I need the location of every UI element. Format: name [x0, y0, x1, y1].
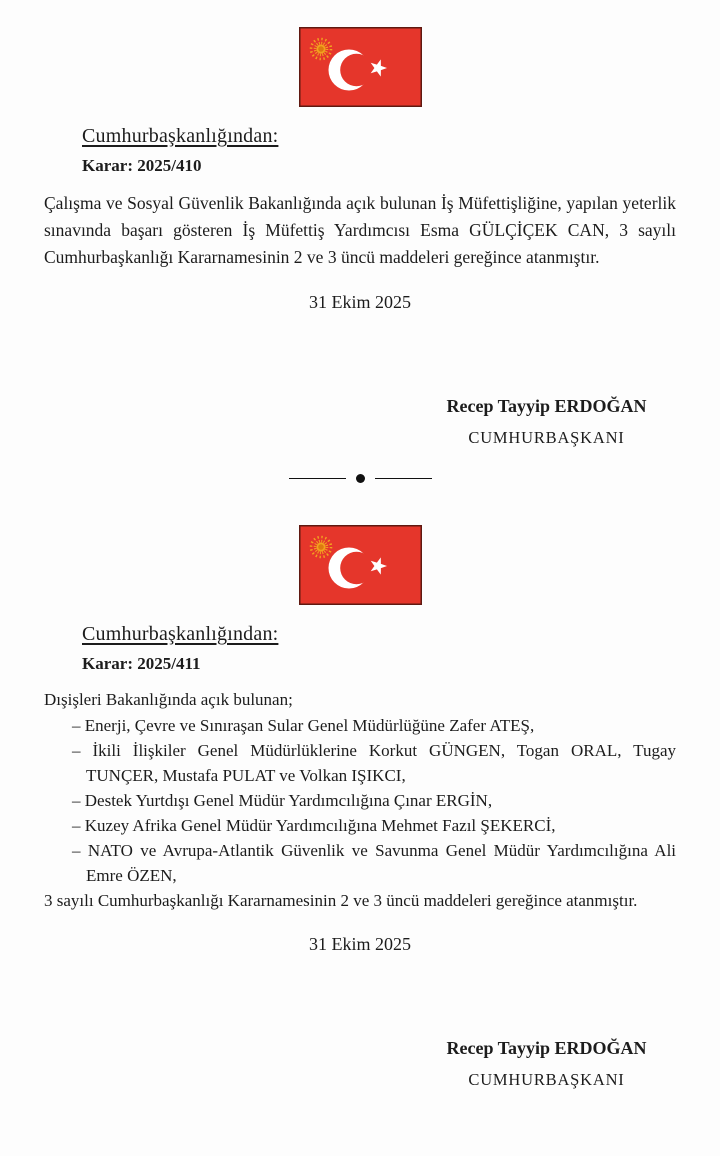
appointment-item [72, 713, 676, 738]
appointment-item [72, 838, 676, 888]
appointment-text: Kuzey Afrika Genel Müdür Yardımcılığına Mehmet Fazıl ŞEKERCİ, [84, 816, 556, 835]
appointment-item [72, 738, 676, 788]
decree2-signature-block [439, 1037, 654, 1090]
decree2-signature-title: CUMHURBAŞKANI [468, 1070, 625, 1089]
list-dash: – [72, 741, 81, 760]
decree1-decision-number: Karar: 2025/410 [82, 156, 202, 175]
decree2-signature-name: Recep Tayyip ERDOĞAN [446, 1038, 647, 1058]
list-dash: – [72, 816, 81, 835]
decree2-decision-number: Karar: 2025/411 [82, 654, 201, 673]
decree1-issuer-heading: Cumhurbaşkanlığından: [82, 125, 279, 147]
decree1-body-text: Çalışma ve Sosyal Güvenlik Bakanlığında açık bulunan İş Müfettişliğine, yapılan yeterlik sınavında başarı gösteren İş Müfettiş Yardımcısı Esma GÜLÇİÇEK CAN, 3 sayılı Cumhurbaşkanlığı Kararnamesinin 2 ve 3 üncü maddeleri gereğince atanmıştır. [44, 193, 676, 267]
decree2-intro-text: Dışişleri Bakanlığında açık bulunan; [44, 690, 293, 709]
decree-410-section [0, 0, 720, 448]
decree2-appointment-list [0, 713, 720, 888]
section-divider [0, 472, 720, 484]
appointment-item [72, 813, 676, 838]
divider-bullet-icon [356, 474, 365, 483]
divider-rule-left [289, 478, 346, 479]
flag-container [0, 484, 720, 605]
decree2-issuer-heading: Cumhurbaşkanlığından: [82, 623, 279, 645]
decree1-signature-title: CUMHURBAŞKANI [468, 428, 625, 447]
list-dash: – [72, 841, 81, 860]
decree-411-section [0, 484, 720, 1090]
decree2-closing-text: 3 sayılı Cumhurbaşkanlığı Kararnamesinin 2 ve 3 üncü maddeleri gereğince atanmıştır. [44, 891, 638, 910]
list-dash: – [72, 791, 81, 810]
decree2-date: 31 Ekim 2025 [309, 934, 411, 954]
decree1-signature-name: Recep Tayyip ERDOĞAN [446, 396, 647, 416]
decree1-date: 31 Ekim 2025 [309, 292, 411, 312]
appointment-item [72, 788, 676, 813]
turkish-presidential-flag-icon [299, 27, 422, 107]
divider-rule-right [375, 478, 432, 479]
appointment-text: İkili İlişkiler Genel Müdürlüklerine Korkut GÜNGEN, Togan ORAL, Tugay TUNÇER, Mustafa PULAT ve Volkan IŞIKCI, [86, 741, 676, 785]
appointment-text: Destek Yurtdışı Genel Müdür Yardımcılığına Çınar ERGİN, [84, 791, 493, 810]
turkish-presidential-flag-icon [299, 525, 422, 605]
appointment-text: Enerji, Çevre ve Sınıraşan Sular Genel Müdürlüğüne Zafer ATEŞ, [84, 716, 535, 735]
decree1-signature-block [439, 395, 654, 448]
list-dash: – [72, 716, 81, 735]
appointment-text: NATO ve Avrupa-Atlantik Güvenlik ve Savunma Genel Müdür Yardımcılığına Ali Emre ÖZEN, [86, 841, 677, 885]
flag-container [0, 0, 720, 107]
